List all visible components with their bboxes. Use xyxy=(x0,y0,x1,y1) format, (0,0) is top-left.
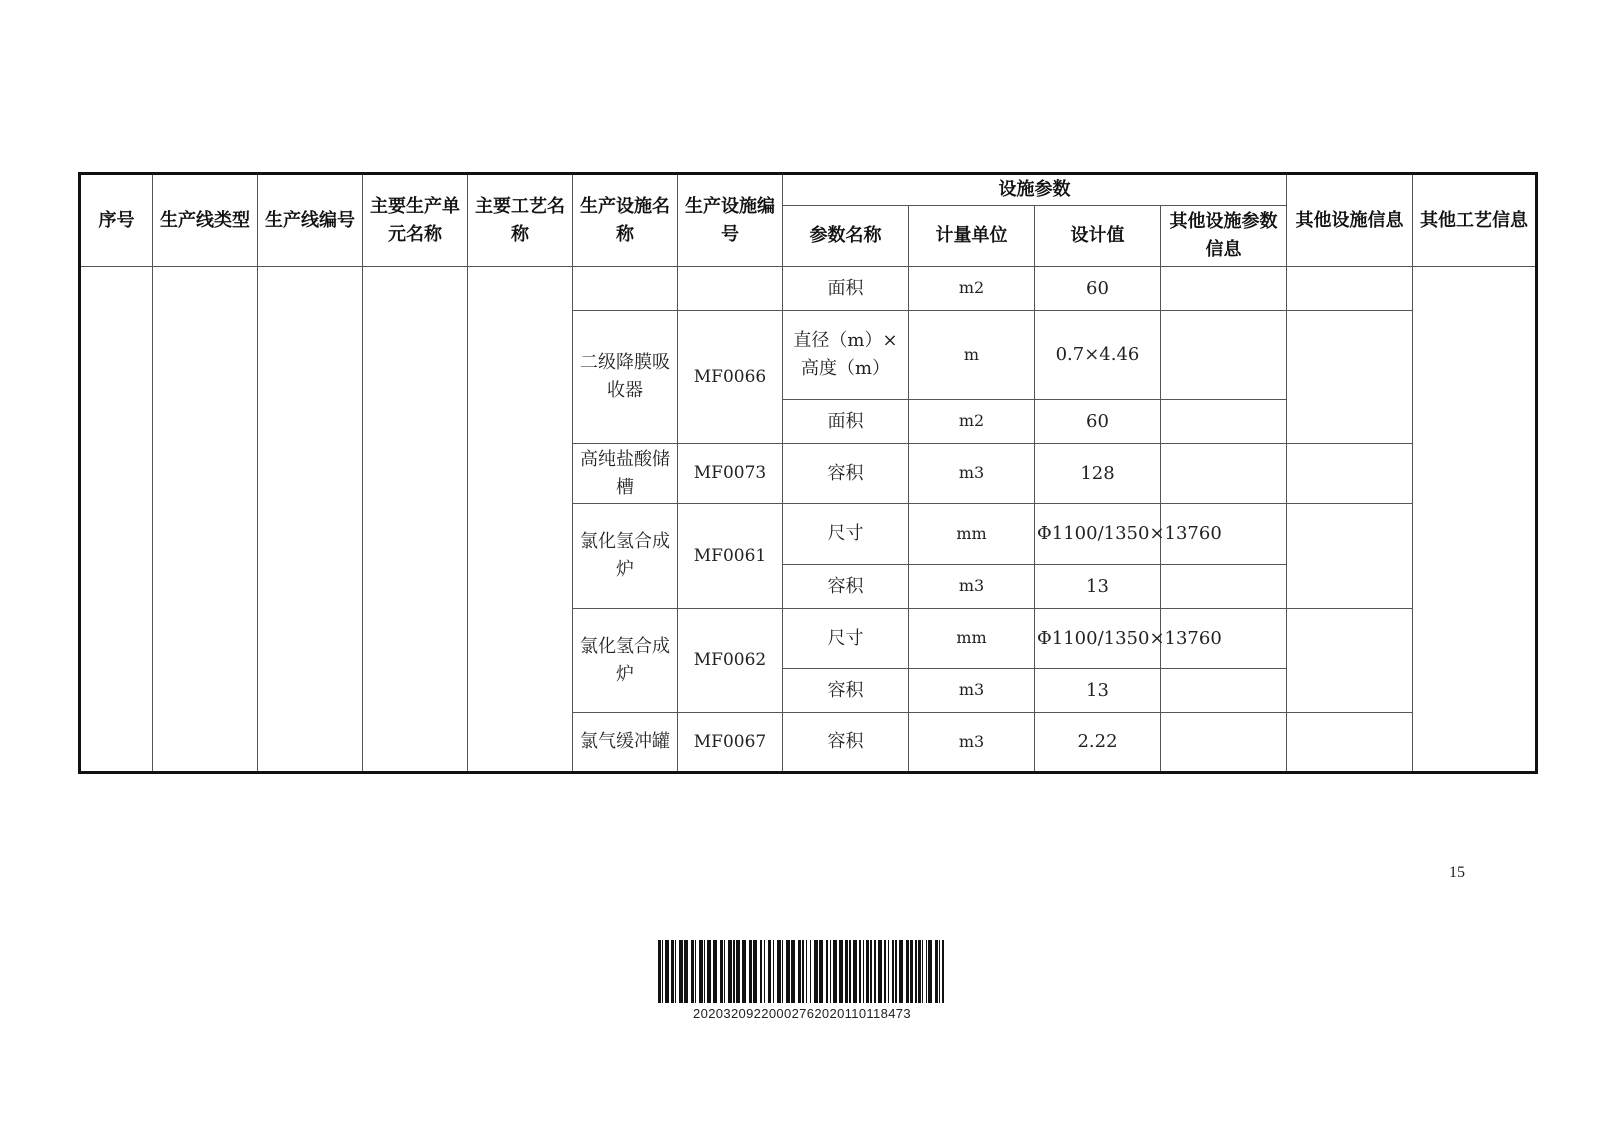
cell-param-name: 容积 xyxy=(783,713,909,773)
cell-other-facility-info xyxy=(1287,609,1413,713)
cell-facility-code: MF0073 xyxy=(678,444,783,504)
header-line-type: 生产线类型 xyxy=(153,174,258,267)
cell-design-value: 13 xyxy=(1035,565,1161,609)
cell-line-code xyxy=(258,267,363,773)
cell-unit: m3 xyxy=(909,713,1035,773)
header-process-name: 主要工艺名称 xyxy=(468,174,573,267)
cell-unit: m2 xyxy=(909,400,1035,444)
cell-facility-name: 二级降膜吸收器 xyxy=(573,311,678,444)
cell-other-param-info xyxy=(1161,311,1287,400)
cell-unit-name xyxy=(363,267,468,773)
facility-parameter-table xyxy=(78,172,1538,774)
cell-param-name: 容积 xyxy=(783,669,909,713)
header-param-name: 参数名称 xyxy=(783,206,909,267)
cell-other-param-info xyxy=(1161,400,1287,444)
header-params-group: 设施参数 xyxy=(783,174,1287,206)
header-other-facility-info: 其他设施信息 xyxy=(1287,174,1413,267)
cell-seq xyxy=(80,267,153,773)
cell-param-name: 面积 xyxy=(783,267,909,311)
cell-other-param-info xyxy=(1161,713,1287,773)
cell-unit: mm xyxy=(909,504,1035,565)
cell-facility-name xyxy=(573,267,678,311)
cell-unit: m3 xyxy=(909,669,1035,713)
barcode-bar xyxy=(942,940,945,1003)
cell-param-name: 尺寸 xyxy=(783,609,909,669)
cell-facility-code xyxy=(678,267,783,311)
cell-design-value: 2.22 xyxy=(1035,713,1161,773)
cell-design-value: Φ1100/1350×13760 xyxy=(1035,609,1161,669)
header-line-code: 生产线编号 xyxy=(258,174,363,267)
cell-facility-name: 氯化氢合成炉 xyxy=(573,609,678,713)
cell-process-name xyxy=(468,267,573,773)
cell-param-name: 容积 xyxy=(783,565,909,609)
page-number: 15 xyxy=(1449,864,1465,881)
cell-design-value: 0.7×4.46 xyxy=(1035,311,1161,400)
header-seq: 序号 xyxy=(80,174,153,267)
cell-param-name: 容积 xyxy=(783,444,909,504)
cell-design-value: 60 xyxy=(1035,267,1161,311)
cell-unit: m3 xyxy=(909,444,1035,504)
cell-unit: m3 xyxy=(909,565,1035,609)
cell-facility-name: 氯化氢合成炉 xyxy=(573,504,678,609)
cell-other-param-info xyxy=(1161,267,1287,311)
cell-facility-code: MF0061 xyxy=(678,504,783,609)
header-facility-name: 生产设施名称 xyxy=(573,174,678,267)
cell-unit: m2 xyxy=(909,267,1035,311)
cell-facility-code: MF0062 xyxy=(678,609,783,713)
cell-other-facility-info xyxy=(1287,504,1413,609)
cell-other-facility-info xyxy=(1287,267,1413,311)
barcode-number: 20203209220002762020110118473 xyxy=(693,1006,911,1021)
cell-other-facility-info xyxy=(1287,444,1413,504)
header-other-process-info: 其他工艺信息 xyxy=(1413,174,1537,267)
cell-facility-name: 高纯盐酸储槽 xyxy=(573,444,678,504)
cell-facility-name: 氯气缓冲罐 xyxy=(573,713,678,773)
header-param-unit: 计量单位 xyxy=(909,206,1035,267)
cell-other-facility-info xyxy=(1287,311,1413,444)
table-row xyxy=(80,267,1537,311)
cell-design-value: 13 xyxy=(1035,669,1161,713)
header-design-value: 设计值 xyxy=(1035,206,1161,267)
cell-param-name: 面积 xyxy=(783,400,909,444)
cell-line-type xyxy=(153,267,258,773)
cell-design-value: 128 xyxy=(1035,444,1161,504)
cell-other-process-info xyxy=(1413,267,1537,773)
header-unit-name: 主要生产单元名称 xyxy=(363,174,468,267)
barcode-bars xyxy=(658,940,946,1003)
cell-unit: mm xyxy=(909,609,1035,669)
cell-other-param-info xyxy=(1161,444,1287,504)
cell-design-value: 60 xyxy=(1035,400,1161,444)
cell-other-param-info xyxy=(1161,565,1287,609)
cell-param-name: 尺寸 xyxy=(783,504,909,565)
header-other-param-info: 其他设施参数信息 xyxy=(1161,206,1287,267)
cell-other-facility-info xyxy=(1287,713,1413,773)
header-facility-code: 生产设施编号 xyxy=(678,174,783,267)
barcode xyxy=(658,940,946,1021)
cell-other-param-info xyxy=(1161,669,1287,713)
cell-facility-code: MF0066 xyxy=(678,311,783,444)
cell-unit: m xyxy=(909,311,1035,400)
cell-facility-code: MF0067 xyxy=(678,713,783,773)
cell-param-name: 直径（m）×高度（m） xyxy=(783,311,909,400)
cell-design-value: Φ1100/1350×13760 xyxy=(1035,504,1161,565)
